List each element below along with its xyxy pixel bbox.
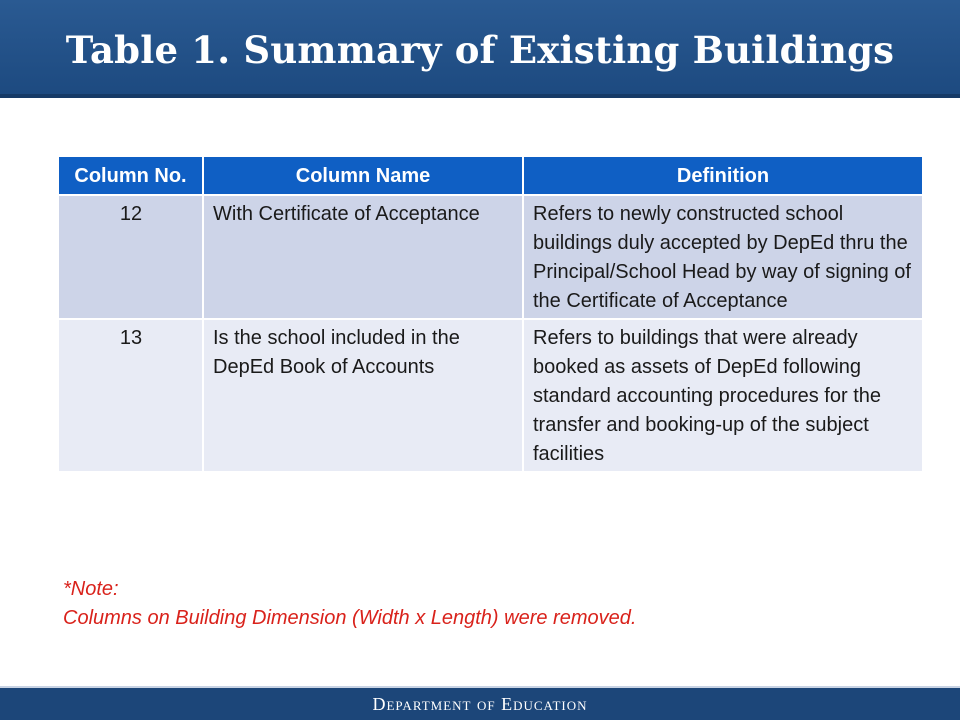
cell-column-no: 12: [58, 195, 203, 319]
header-column-no: Column No.: [58, 156, 203, 195]
summary-table: [57, 155, 924, 473]
cell-definition: Refers to buildings that were already booked as assets of DepEd following standard accounting procedures for the transfer and booking-up of the subject facilities: [523, 319, 923, 472]
header-column-name: Column Name: [203, 156, 523, 195]
header-definition: Definition: [523, 156, 923, 195]
cell-column-no: 13: [58, 319, 203, 472]
table-row: [58, 319, 923, 472]
note-block: [63, 575, 923, 633]
note-text: Columns on Building Dimension (Width x Length) were removed.: [63, 607, 637, 629]
note-label: *Note:: [63, 578, 119, 600]
cell-column-name: Is the school included in the DepEd Book of Accounts: [203, 319, 523, 472]
cell-column-name: With Certificate of Acceptance: [203, 195, 523, 319]
cell-definition: Refers to newly constructed school buildings duly accepted by DepEd thru the Principal/School Head by way of signing of the Certificate of Acceptance: [523, 195, 923, 319]
title-band: [0, 0, 960, 98]
table-row: [58, 195, 923, 319]
table-header-row: [58, 156, 923, 195]
footer-band: [0, 686, 960, 720]
slide-title: Table 1. Summary of Existing Buildings: [65, 28, 895, 72]
organization-name: Department of Education: [372, 694, 588, 714]
